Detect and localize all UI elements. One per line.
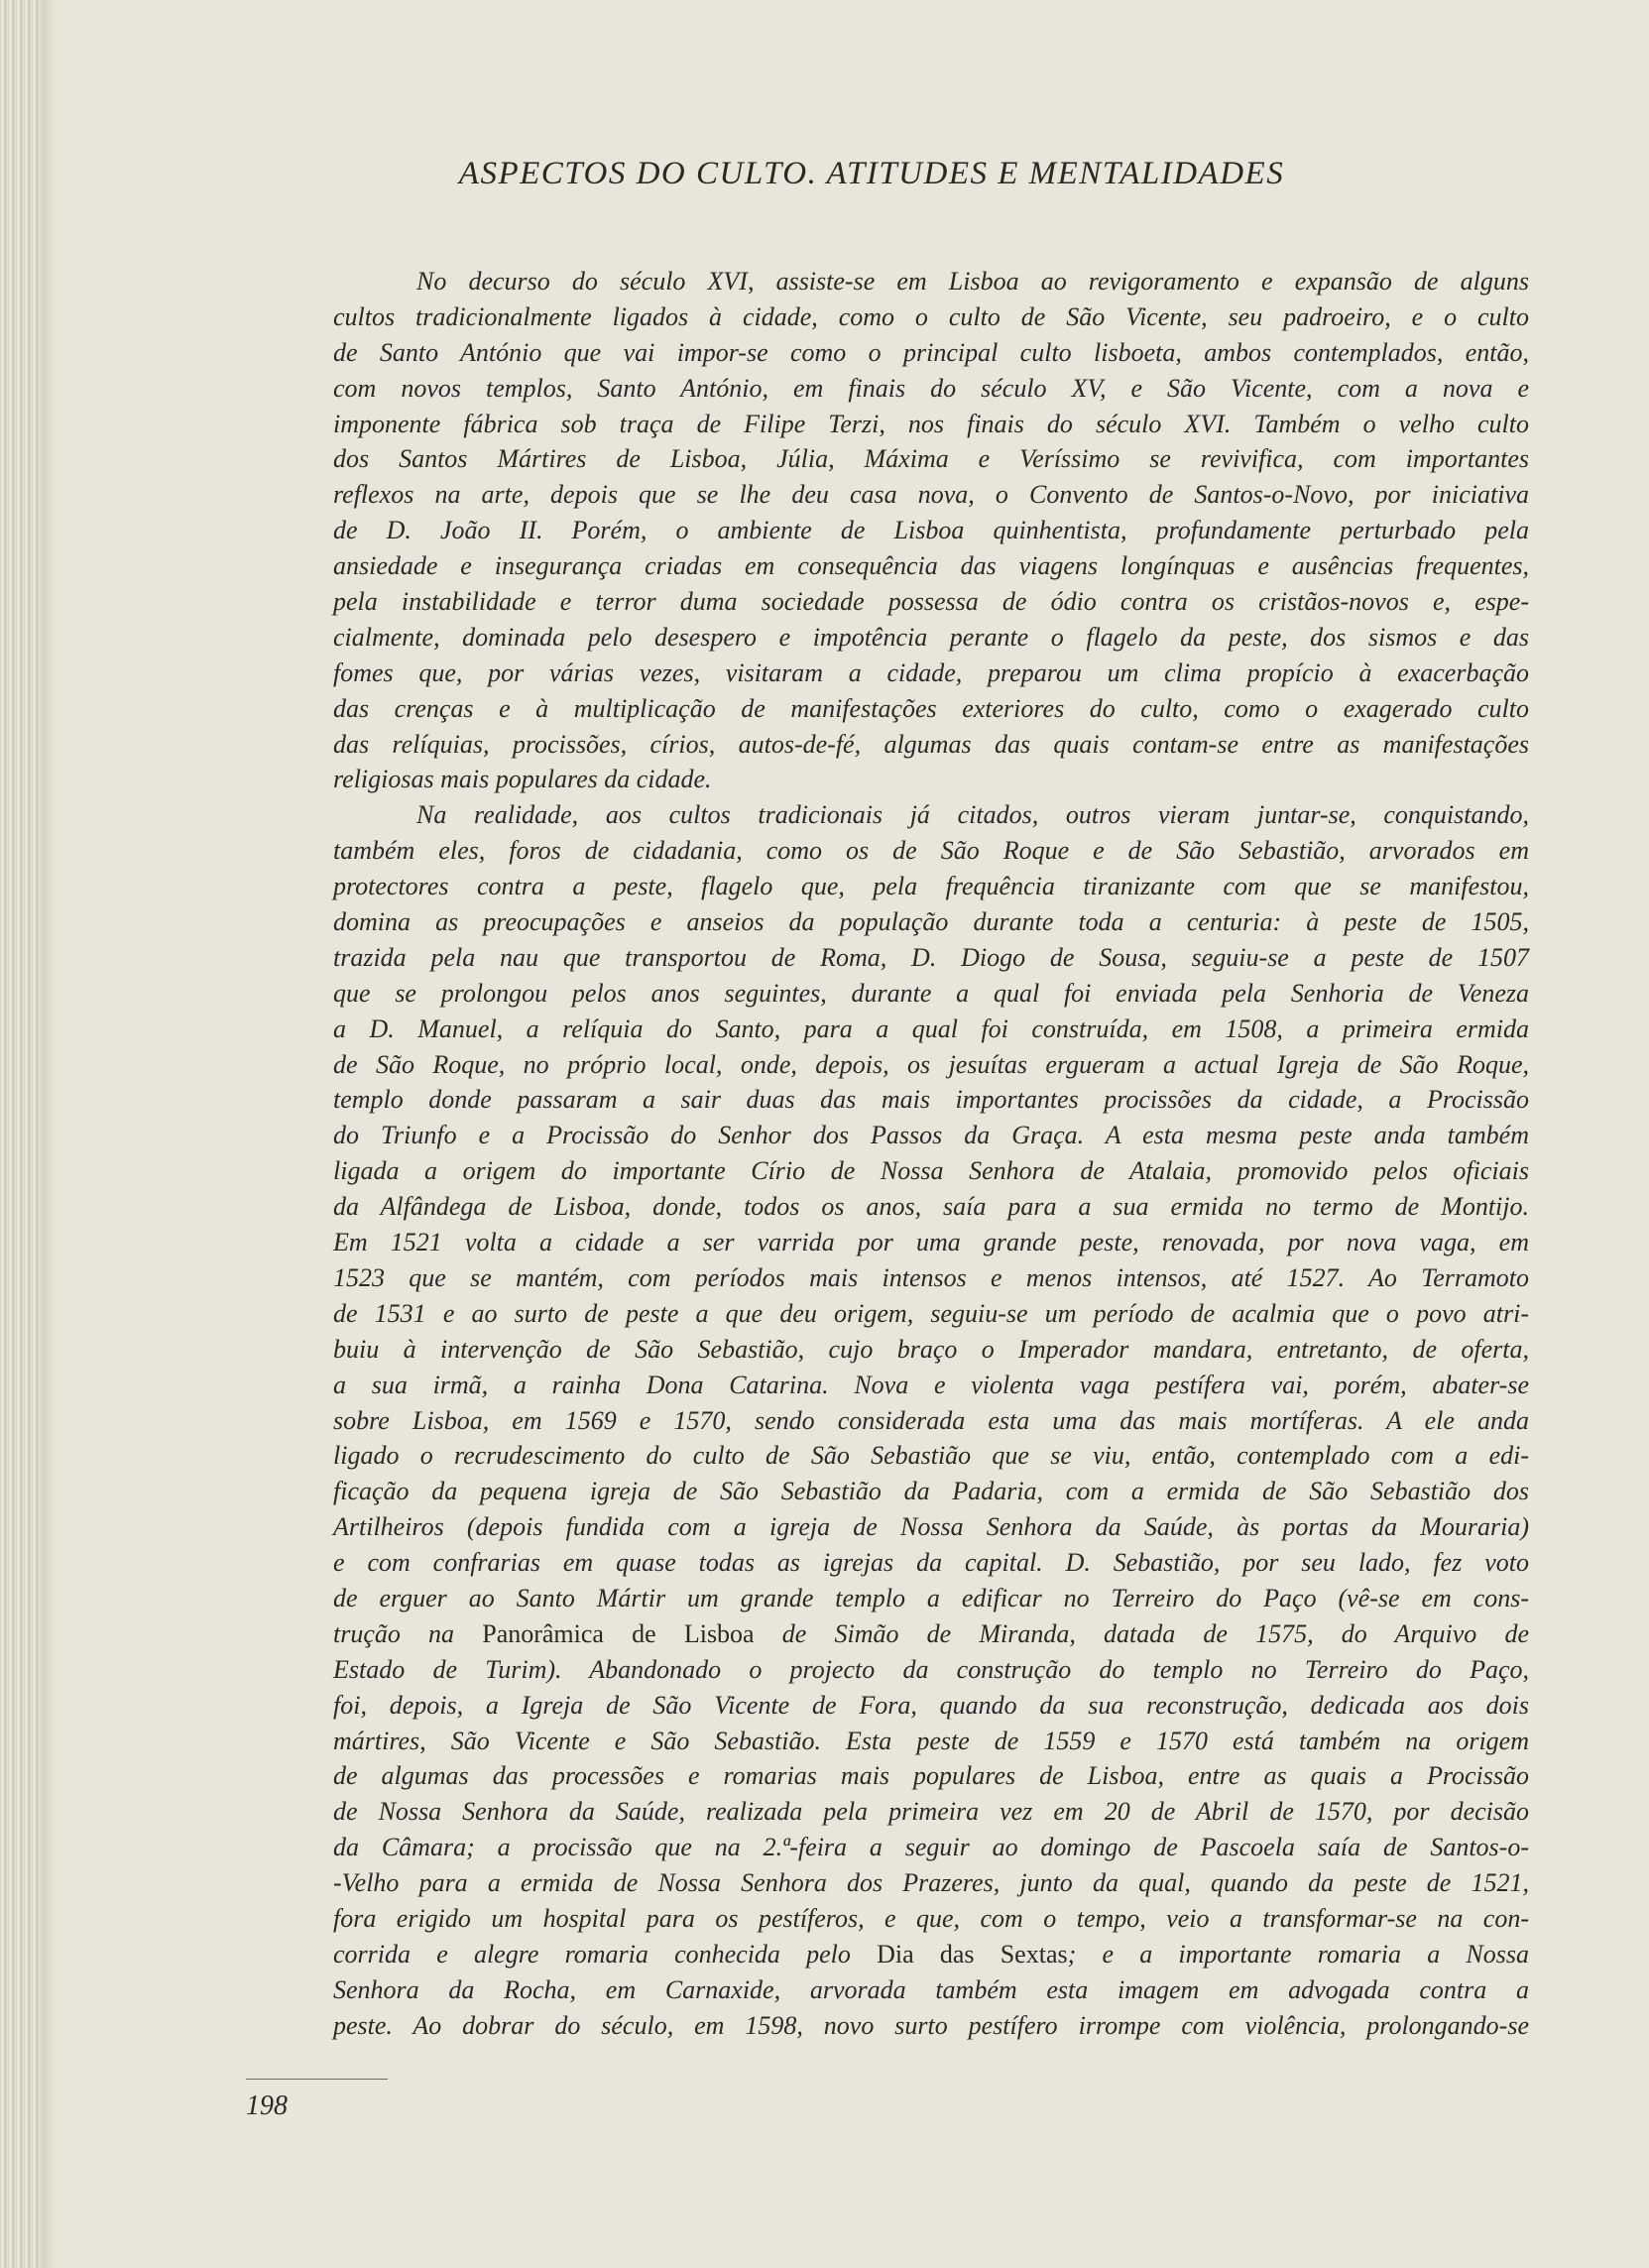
text-line: da Câmara; a procissão que na 2.ª-feira a seguir ao domingo de Pascoela saía de Santos-o- [333,1833,1529,1862]
text-line: Artilheiros (depois fundida com a igreja de Nossa Senhora da Saúde, às portas da Mouraria) [333,1512,1529,1542]
text-line: de São Roque, no próprio local, onde, depois, os jesuítas ergueram a actual Igreja de São Roque, [333,1049,1529,1079]
page-number: 198 [246,2090,288,2121]
text-line: pela instabilidade e terror duma sociedade possessa de ódio contra os cristãos-novos e, espe- [333,587,1529,617]
text-line: mártires, São Vicente e São Sebastião. Esta peste de 1559 e 1570 está também na origem [333,1726,1529,1755]
text-line: dos Santos Mártires de Lisboa, Júlia, Máxima e Veríssimo se revivifica, com importantes [333,444,1529,474]
text-line [333,1937,1529,1972]
text-segment: corrida e alegre romaria conhecida pelo [333,1939,878,1969]
text-line: templo donde passaram a sair duas das mais importantes procissões da cidade, a Procissão [333,1085,1529,1115]
text-line: que se prolongou pelos anos seguintes, durante a qual foi enviada pela Senhoria de Veneza [333,978,1529,1008]
text-line [333,1616,1529,1652]
text-line: da Alfândega de Lisboa, donde, todos os anos, saía para a sua ermida no termo de Montijo. [333,1192,1529,1222]
text-line: trazida pela nau que transportou de Roma, D. Diogo de Sousa, seguiu-se a peste de 1507 [333,942,1529,972]
text-line: Estado de Turim). Abandonado o projecto da construção do templo no Terreiro do Paço, [333,1654,1529,1684]
book-page-edges [0,0,56,2268]
paragraph-first-line: Na realidade, aos cultos tradicionais já citados, outros vieram juntar-se, conquistando, [416,800,1529,830]
text-line: cialmente, dominada pelo desespero e impotência perante o flagelo da peste, dos sismos e das [333,622,1529,652]
text-line: de algumas das processões e romarias mais populares de Lisboa, entre as quais a Procissão [333,1761,1529,1791]
text-line: peste. Ao dobrar do século, em 1598, novo surto pestífero irrompe com violência, prolongando-se [333,2010,1529,2040]
text-line: protectores contra a peste, flagelo que, pela frequência tiranizante com que se manifestou, [333,872,1529,901]
text-line: de Santo António que vai impor-se como o principal culto lisboeta, ambos contemplados, então, [333,337,1529,367]
paragraph-first-line: No decurso do século XVI, assiste-se em Lisboa ao revigoramento e expansão de alguns [416,267,1529,296]
text-line: reflexos na arte, depois que se lhe deu casa nova, o Convento de Santos-o-Novo, por iniciativa [333,480,1529,510]
text-line: sobre Lisboa, em 1569 e 1570, sendo considerada esta uma das mais mortíferas. A ele anda [333,1405,1529,1435]
text-segment: de Simão de Miranda, datada de 1575, do Arquivo de [754,1618,1530,1648]
text-line: 1523 que se mantém, com períodos mais intensos e menos intensos, até 1527. Ao Terramoto [333,1262,1529,1292]
text-line: de D. João II. Porém, o ambiente de Lisboa quinhentista, profundamente perturbado pela [333,516,1529,545]
text-line: ansiedade e insegurança criadas em consequência das viagens longínquas e ausências frequentes, [333,551,1529,581]
text-line: buiu à intervenção de São Sebastião, cujo braço o Imperador mandara, entretanto, de oferta, [333,1334,1529,1364]
text-line: de 1531 e ao surto de peste a que deu origem, seguiu-se um período de acalmia que o povo atri- [333,1298,1529,1328]
text-line: com novos templos, Santo António, em finais do século XV, e São Vicente, com a nova e [333,373,1529,403]
text-segment: trução na [333,1618,483,1648]
text-line: cultos tradicionalmente ligados à cidade, como o culto de São Vicente, seu padroeiro, e o culto [333,301,1529,331]
page-title: ASPECTOS DO CULTO. ATITUDES E MENTALIDADES [458,156,1285,191]
roman-title-text: Panorâmica de Lisboa [482,1618,755,1648]
text-line: a sua irmã, a rainha Dona Catarina. Nova e violenta vaga pestífera vai, porém, abater-se [333,1370,1529,1399]
text-line: fora erigido um hospital para os pestíferos, e que, com o tempo, veio a transformar-se na con- [333,1903,1529,1933]
text-line: das relíquias, procissões, círios, autos-de-fé, algumas das quais contam-se entre as manifestações [333,729,1529,759]
text-line: religiosas mais populares da cidade. [333,765,712,794]
text-line: ligada a origem do importante Círio de Nossa Senhora de Atalaia, promovido pelos oficiais [333,1156,1529,1186]
text-line: domina as preocupações e anseios da população durante toda a centuria: à peste de 1505, [333,907,1529,937]
text-line: Senhora da Rocha, em Carnaxide, arvorada também esta imagem em advogada contra a [333,1974,1529,2004]
text-line: Em 1521 volta a cidade a ser varrida por uma grande peste, renovada, por nova vaga, em [333,1228,1529,1257]
text-line: de erguer ao Santo Mártir um grande templo a edificar no Terreiro do Paço (vê-se em cons- [333,1583,1529,1612]
text-line: foi, depois, a Igreja de São Vicente de Fora, quando da sua reconstrução, dedicada aos dois [333,1690,1529,1720]
text-line: fomes que, por várias vezes, visitaram a cidade, preparou um clima propício à exacerbação [333,657,1529,687]
text-line: e com confrarias em quase todas as igrejas da capital. D. Sebastião, por seu lado, fez voto [333,1548,1529,1578]
text-line: de Nossa Senhora da Saúde, realizada pela primeira vez em 20 de Abril de 1570, por decisão [333,1797,1529,1827]
footer-rule [246,2079,388,2080]
text-line: ligado o recrudescimento do culto de São Sebastião que se viu, então, contemplado com a edi- [333,1441,1529,1471]
text-line: também eles, foros de cidadania, como os de São Roque e de São Sebastião, arvorados em [333,836,1529,866]
text-line: -Velho para a ermida de Nossa Senhora dos Prazeres, junto da qual, quando da peste de 1521, [333,1868,1529,1898]
body-text [333,264,1529,2044]
text-line: do Triunfo e a Procissão do Senhor dos Passos da Graça. A esta mesma peste anda também [333,1121,1529,1150]
text-line: ficação da pequena igreja de São Sebastião da Padaria, com a ermida de São Sebastião dos [333,1477,1529,1506]
text-line: das crenças e à multiplicação de manifestações exteriores do culto, como o exagerado culto [333,693,1529,723]
roman-title-text: Dia das Sextas [877,1939,1068,1969]
text-line: a D. Manuel, a relíquia do Santo, para a qual foi construída, em 1508, a primeira ermida [333,1014,1529,1043]
text-line: imponente fábrica sob traça de Filipe Terzi, nos finais do século XVI. Também o velho culto [333,409,1529,438]
text-segment: ; e a importante romaria a Nossa [1067,1939,1529,1969]
